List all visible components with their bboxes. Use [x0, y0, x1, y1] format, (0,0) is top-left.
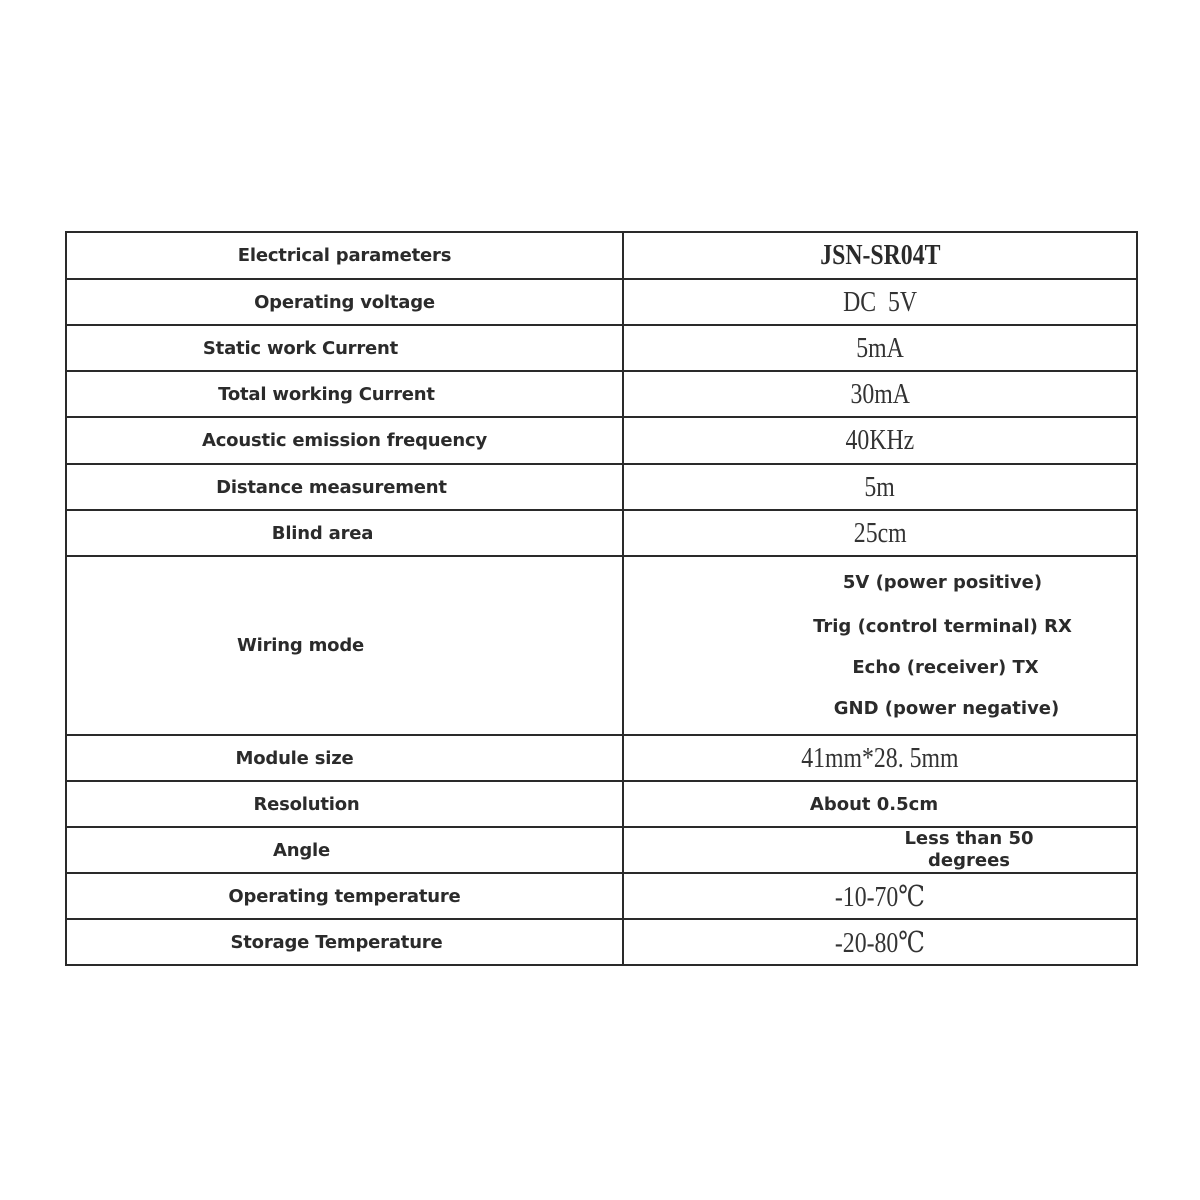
row-label: Blind area — [271, 522, 374, 544]
row-label: Distance measurement — [216, 476, 447, 498]
model-name: JSN-SR04T — [819, 239, 941, 271]
row-value: -20-80℃ — [834, 926, 925, 959]
table-row — [66, 873, 1137, 919]
row-label: Operating voltage — [254, 291, 435, 313]
wiring-line-vcc: 5V (power positive) — [842, 571, 1043, 593]
table-row — [66, 371, 1137, 417]
wiring-line-gnd: GND (power negative) — [833, 697, 1060, 719]
table-row — [66, 827, 1137, 873]
angle-value — [623, 827, 1137, 873]
table-row-wiring — [66, 556, 1137, 735]
row-value: -10-70℃ — [834, 880, 925, 913]
spec-table — [65, 231, 1138, 966]
angle-value-line1: Less than 50 — [904, 828, 1034, 849]
table-row — [66, 510, 1137, 556]
table-row — [66, 279, 1137, 325]
wiring-list — [623, 556, 1137, 735]
header-label: Electrical parameters — [237, 245, 452, 266]
angle-value-line2: degrees — [928, 850, 1010, 871]
row-label: Resolution — [253, 793, 360, 815]
row-label: Module size — [235, 747, 354, 769]
table-row — [66, 464, 1137, 510]
table-header-row — [66, 232, 1137, 279]
row-value: DC 5V — [842, 285, 917, 318]
row-value: 40KHz — [845, 424, 915, 456]
row-value: About 0.5cm — [809, 793, 939, 815]
wiring-line-trig: Trig (control terminal) RX — [813, 615, 1072, 637]
row-label: Angle — [272, 839, 330, 861]
row-value: 5m — [864, 470, 896, 503]
table-row — [66, 735, 1137, 781]
table-row — [66, 417, 1137, 464]
row-label: Total working Current — [218, 383, 435, 405]
row-label: Wiring mode — [236, 635, 365, 656]
row-value: 30mA — [850, 377, 910, 410]
header-label-cell — [66, 232, 623, 279]
row-value: 5mA — [856, 331, 904, 364]
table-row — [66, 325, 1137, 371]
row-value: 41mm*28. 5mm — [801, 741, 959, 774]
row-value: 25cm — [853, 516, 907, 549]
row-label: Static work Current — [202, 337, 399, 359]
table-row — [66, 781, 1137, 827]
row-label: Acoustic emission frequency — [201, 430, 488, 451]
table-row — [66, 919, 1137, 965]
row-label: Storage Temperature — [230, 931, 443, 953]
wiring-line-echo: Echo (receiver) TX — [852, 656, 1039, 678]
header-value-cell — [623, 232, 1137, 279]
row-label: Operating temperature — [228, 885, 461, 907]
